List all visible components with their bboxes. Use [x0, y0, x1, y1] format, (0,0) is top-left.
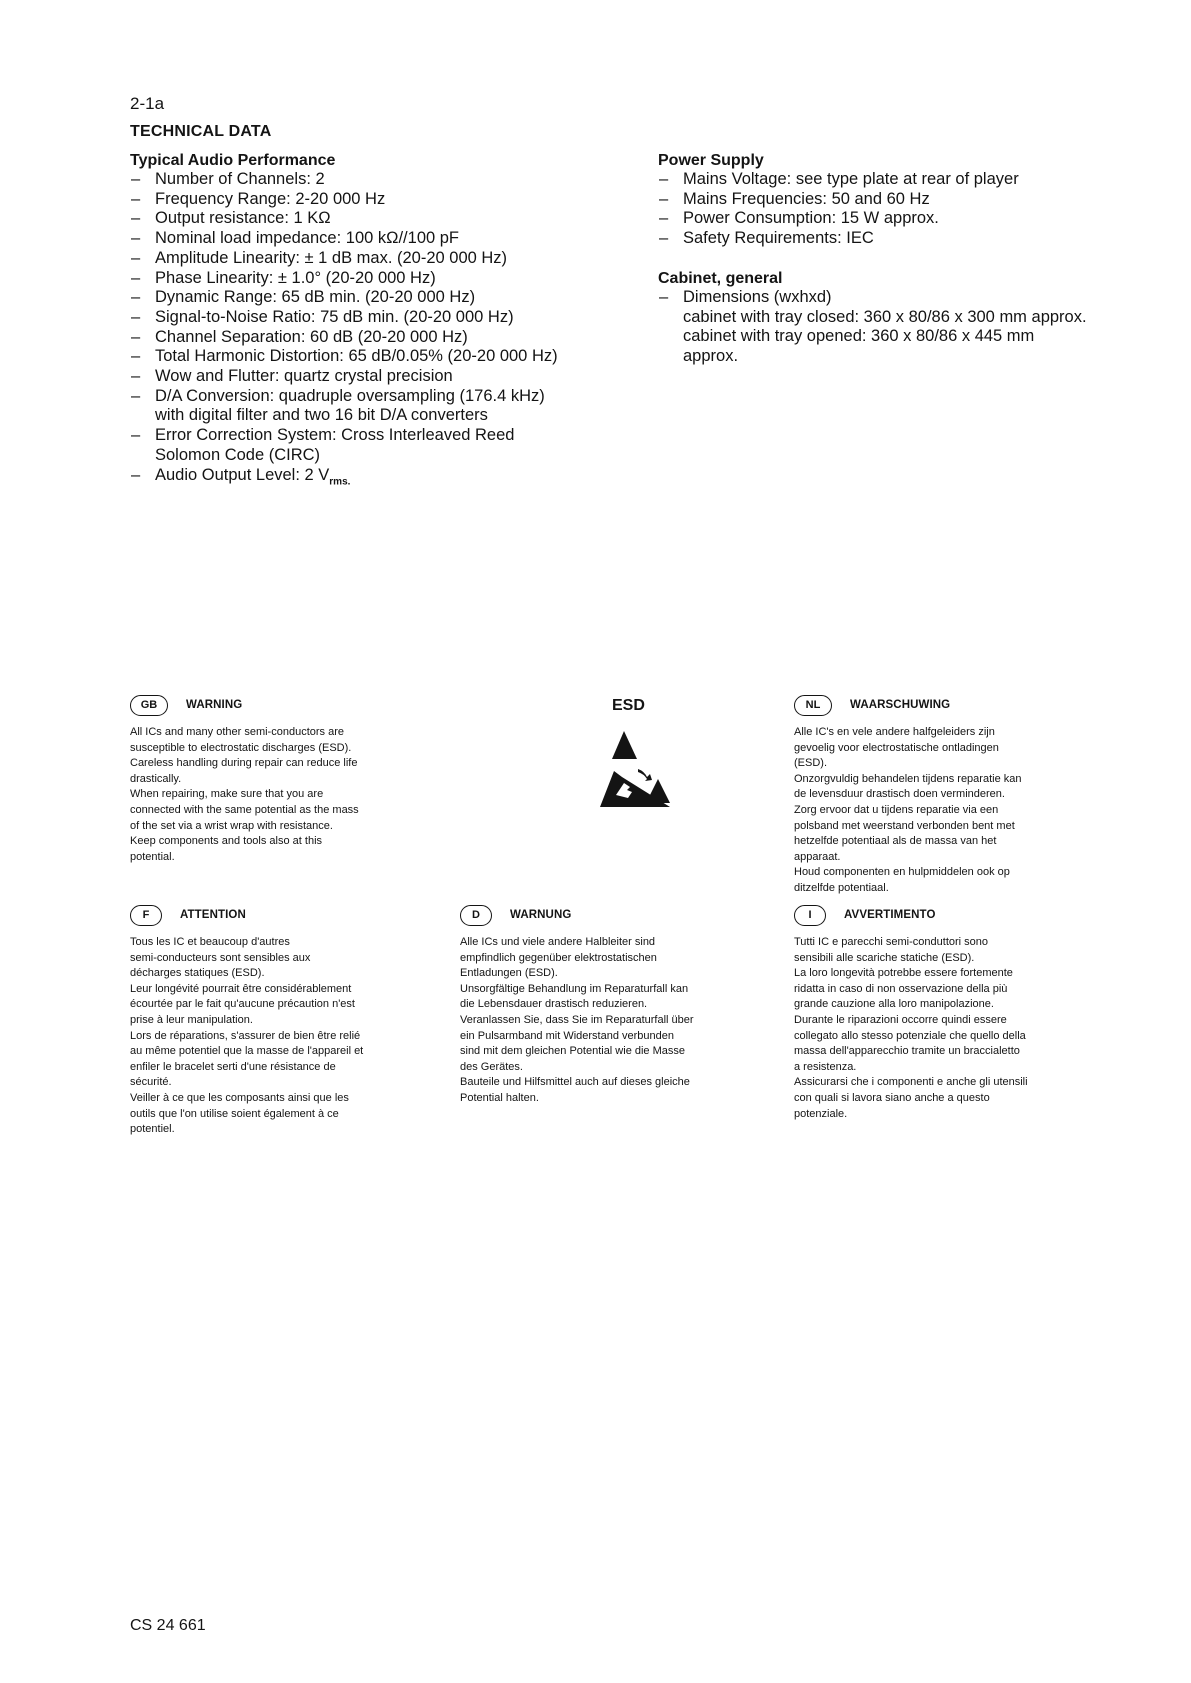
- esd-label: ESD: [612, 697, 645, 714]
- power-supply-list: [658, 170, 1158, 249]
- warning-line: Potential halten.: [460, 1091, 539, 1104]
- warning-text-gb: [130, 725, 359, 865]
- warning-line: All ICs and many other semi-conductors are: [130, 726, 344, 738]
- country-badge-f: F: [130, 905, 162, 926]
- spec-item-line: – Output resistance: 1 KΩ: [155, 209, 331, 228]
- warning-line: Assicurarsi che i componenti e anche gli utensili: [794, 1076, 1028, 1089]
- warning-title-i: AVVERTIMENTO: [844, 909, 936, 921]
- cabinet-section: [658, 269, 1178, 367]
- warning-line: Veranlassen Sie, dass Sie im Reparaturfall über: [460, 1013, 694, 1026]
- spec-item-line: – Dimensions (wxhxd): [683, 288, 832, 306]
- warning-line: ridatta in caso di non osservazione della più: [794, 982, 1008, 995]
- spec-item-line: with digital filter and two 16 bit D/A converters: [155, 406, 488, 425]
- warning-line: Entladungen (ESD).: [460, 967, 558, 980]
- warning-line: Alle IC's en vele andere halfgeleiders zijn: [794, 726, 995, 738]
- warning-line: enfiler le bracelet serti d'une résistance de: [130, 1060, 336, 1073]
- rms-subscript: rms.: [329, 475, 351, 487]
- spec-item-line: – Number of Channels: 2: [155, 170, 325, 188]
- cabinet-heading: Cabinet, general: [658, 270, 783, 287]
- spec-item-line: – D/A Conversion: quadruple oversampling (176.4 kHz): [155, 386, 545, 405]
- warning-line: hetzelfde potentiaal als de massa van het: [794, 835, 997, 848]
- spec-item: [130, 367, 650, 387]
- spec-item: [130, 170, 650, 190]
- spec-item: [130, 249, 650, 269]
- spec-item: [130, 308, 650, 328]
- spec-item: [130, 209, 650, 229]
- spec-item-line: – Wow and Flutter: quartz crystal precision: [155, 367, 453, 386]
- spec-item-line: – Mains Frequencies: 50 and 60 Hz: [683, 189, 930, 208]
- warning-line: grande cauzione alla loro manipolazione.: [794, 998, 994, 1011]
- audio-performance-section: [130, 151, 650, 492]
- spec-item-line: – Signal-to-Noise Ratio: 75 dB min. (20-20 000 Hz): [155, 307, 514, 326]
- audio-output-level: Audio Output Level: 2 V: [155, 465, 330, 484]
- warning-line: susceptible to electrostatic discharges (ESD).: [130, 741, 352, 754]
- spec-item: [658, 190, 1158, 210]
- warning-nl: [794, 693, 1022, 897]
- warning-line: massa dell'apparecchio tramite un braccialetto: [794, 1045, 1020, 1058]
- spec-item: [658, 288, 1178, 367]
- spec-item: [130, 387, 650, 426]
- warning-line: Bauteile und Hilfsmittel auch auf dieses gleiche: [460, 1076, 690, 1089]
- warning-gb: [130, 693, 359, 865]
- warning-line: Careless handling during repair can reduce life: [130, 757, 358, 770]
- warning-line: drastically.: [130, 772, 182, 785]
- warning-line: Leur longévité pourrait être considérablement: [130, 982, 352, 995]
- spec-item: [130, 426, 650, 465]
- spec-item: [130, 466, 650, 492]
- page-number: 2-1a: [130, 94, 165, 113]
- warning-line: (ESD).: [794, 757, 827, 770]
- power-supply-heading: Power Supply: [658, 152, 764, 169]
- spec-item-line: Solomon Code (CIRC): [155, 445, 321, 464]
- warning-line: gevoelig voor electrostatische ontladingen: [794, 741, 999, 754]
- warning-line: Lors de réparations, s'assurer de bien être relié: [130, 1029, 361, 1042]
- spec-item-line: cabinet with tray opened: 360 x 80/86 x 445 mm: [683, 327, 1035, 346]
- warning-line: Tutti IC e parecchi semi-conduttori sono: [794, 936, 989, 948]
- warning-line: die Lebensdauer drastisch reduzieren.: [460, 998, 648, 1011]
- spec-item-line: – Frequency Range: 2-20 000 Hz: [155, 189, 386, 208]
- warning-line: sensibili alle scariche statiche (ESD).: [794, 951, 975, 964]
- warning-line: potentiel.: [130, 1123, 175, 1136]
- warning-line: connected with the same potential as the mass: [130, 803, 359, 816]
- warning-title-d: WARNUNG: [510, 909, 572, 921]
- spec-item: [130, 288, 650, 308]
- warning-line: apparaat.: [794, 850, 841, 863]
- spec-item-line: – Safety Requirements: IEC: [683, 229, 874, 248]
- spec-item-line: approx.: [683, 347, 739, 366]
- warning-line: potenziale.: [794, 1107, 848, 1120]
- warning-line: empfindlich gegenüber elektrostatischen: [460, 951, 657, 964]
- warning-title-nl: WAARSCHUWING: [850, 699, 951, 711]
- warning-line: Onzorgvuldig behandelen tijdens reparatie kan: [794, 772, 1022, 785]
- cabinet-list: [658, 288, 1178, 367]
- warning-line: sécurité.: [130, 1076, 172, 1089]
- spec-item: [130, 328, 650, 348]
- warning-line: Unsorgfältige Behandlung im Reparaturfall kan: [460, 982, 689, 995]
- audio-performance-list: [130, 170, 650, 492]
- warning-line: Durante le riparazioni occorre quindi essere: [794, 1013, 1007, 1026]
- warning-line: décharges statiques (ESD).: [130, 967, 265, 980]
- warning-line: des Gerätes.: [460, 1060, 523, 1073]
- warning-text-d: [460, 935, 694, 1107]
- power-supply-section: [658, 151, 1158, 249]
- spec-item-line: – Channel Separation: 60 dB (20-20 000 Hz): [155, 327, 468, 346]
- warning-line: When repairing, make sure that you are: [130, 788, 324, 801]
- warning-title-gb: WARNING: [186, 699, 243, 711]
- spec-item-line: – Mains Voltage: see type plate at rear of player: [683, 170, 1019, 188]
- spec-item: [130, 190, 650, 210]
- esd-hazard-icon: [578, 725, 688, 820]
- warning-line: prise à leur manipulation.: [130, 1013, 253, 1026]
- warning-title-f: ATTENTION: [180, 909, 246, 921]
- spec-item-line: – Nominal load impedance: 100 kΩ//100 pF: [155, 229, 460, 248]
- warning-line: Tous les IC et beaucoup d'autres: [130, 936, 290, 948]
- warning-d: [460, 903, 694, 1107]
- warning-line: écourtée par le fait qu'aucune précaution n'est: [130, 998, 355, 1011]
- warning-line: of the set via a wrist wrap with resistance.: [130, 819, 333, 832]
- spec-item: [658, 209, 1158, 229]
- spec-item-line: cabinet with tray closed: 360 x 80/86 x 300 mm approx.: [683, 307, 1087, 326]
- warning-line: semi-conducteurs sont sensibles aux: [130, 951, 311, 964]
- warning-line: ditzelfde potentiaal.: [794, 881, 889, 894]
- spec-item-line: – Amplitude Linearity: ± 1 dB max. (20-20 000 Hz): [155, 248, 508, 267]
- warning-line: au même potentiel que la masse de l'appareil et: [130, 1045, 364, 1058]
- spec-item: [130, 229, 650, 249]
- warning-f: [130, 903, 363, 1138]
- warning-line: La loro longevità potrebbe essere fortemente: [794, 967, 1013, 980]
- warning-line: con quali si lavora siano anche a questo: [794, 1091, 990, 1104]
- warning-line: a resistenza.: [794, 1060, 857, 1073]
- document-title: TECHNICAL DATA: [130, 123, 272, 140]
- spec-item-line: – Phase Linearity: ± 1.0° (20-20 000 Hz): [155, 268, 436, 287]
- warning-line: Keep components and tools also at this: [130, 835, 323, 848]
- country-badge-nl: NL: [794, 695, 832, 716]
- warning-line: de levensduur drastisch doen verminderen.: [794, 788, 1005, 801]
- warning-i: [794, 903, 1028, 1122]
- spec-item: [658, 170, 1158, 190]
- spec-item-line: – Error Correction System: Cross Interleaved Reed: [155, 426, 515, 445]
- warning-line: sind mit dem gleichen Potential wie die Masse: [460, 1045, 686, 1058]
- warning-line: Houd componenten en hulpmiddelen ook op: [794, 866, 1010, 879]
- warning-line: collegato allo stesso potenziale che quello della: [794, 1029, 1026, 1042]
- warning-line: potential.: [130, 850, 175, 863]
- spec-item-line: – Power Consumption: 15 W approx.: [683, 209, 939, 228]
- warning-line: Alle ICs und viele andere Halbleiter sind: [460, 936, 656, 948]
- warning-text-i: [794, 935, 1028, 1122]
- audio-performance-heading: Typical Audio Performance: [130, 152, 336, 169]
- spec-item-line: – Dynamic Range: 65 dB min. (20-20 000 Hz): [155, 288, 476, 307]
- warning-line: Zorg ervoor dat u tijdens reparatie via een: [794, 803, 999, 816]
- country-badge-i: I: [794, 905, 826, 926]
- country-badge-gb: GB: [130, 695, 168, 716]
- spec-item: [130, 347, 650, 367]
- warning-line: polsband met weerstand verbonden bent met: [794, 819, 1015, 832]
- warning-line: Veiller à ce que les composants ainsi que les: [130, 1091, 349, 1104]
- spec-item: [658, 229, 1158, 249]
- warning-text-nl: [794, 725, 1022, 897]
- spec-item: [130, 269, 650, 289]
- document-code: CS 24 661: [130, 1617, 206, 1634]
- country-badge-d: D: [460, 905, 492, 926]
- warning-text-f: [130, 935, 363, 1138]
- warning-line: ein Pulsarmband mit Widerstand verbunden: [460, 1029, 675, 1042]
- spec-item-line: – Total Harmonic Distortion: 65 dB/0.05% (20-20 000 Hz): [155, 347, 558, 366]
- warning-line: outils que l'on utilise soient également à ce: [130, 1107, 339, 1120]
